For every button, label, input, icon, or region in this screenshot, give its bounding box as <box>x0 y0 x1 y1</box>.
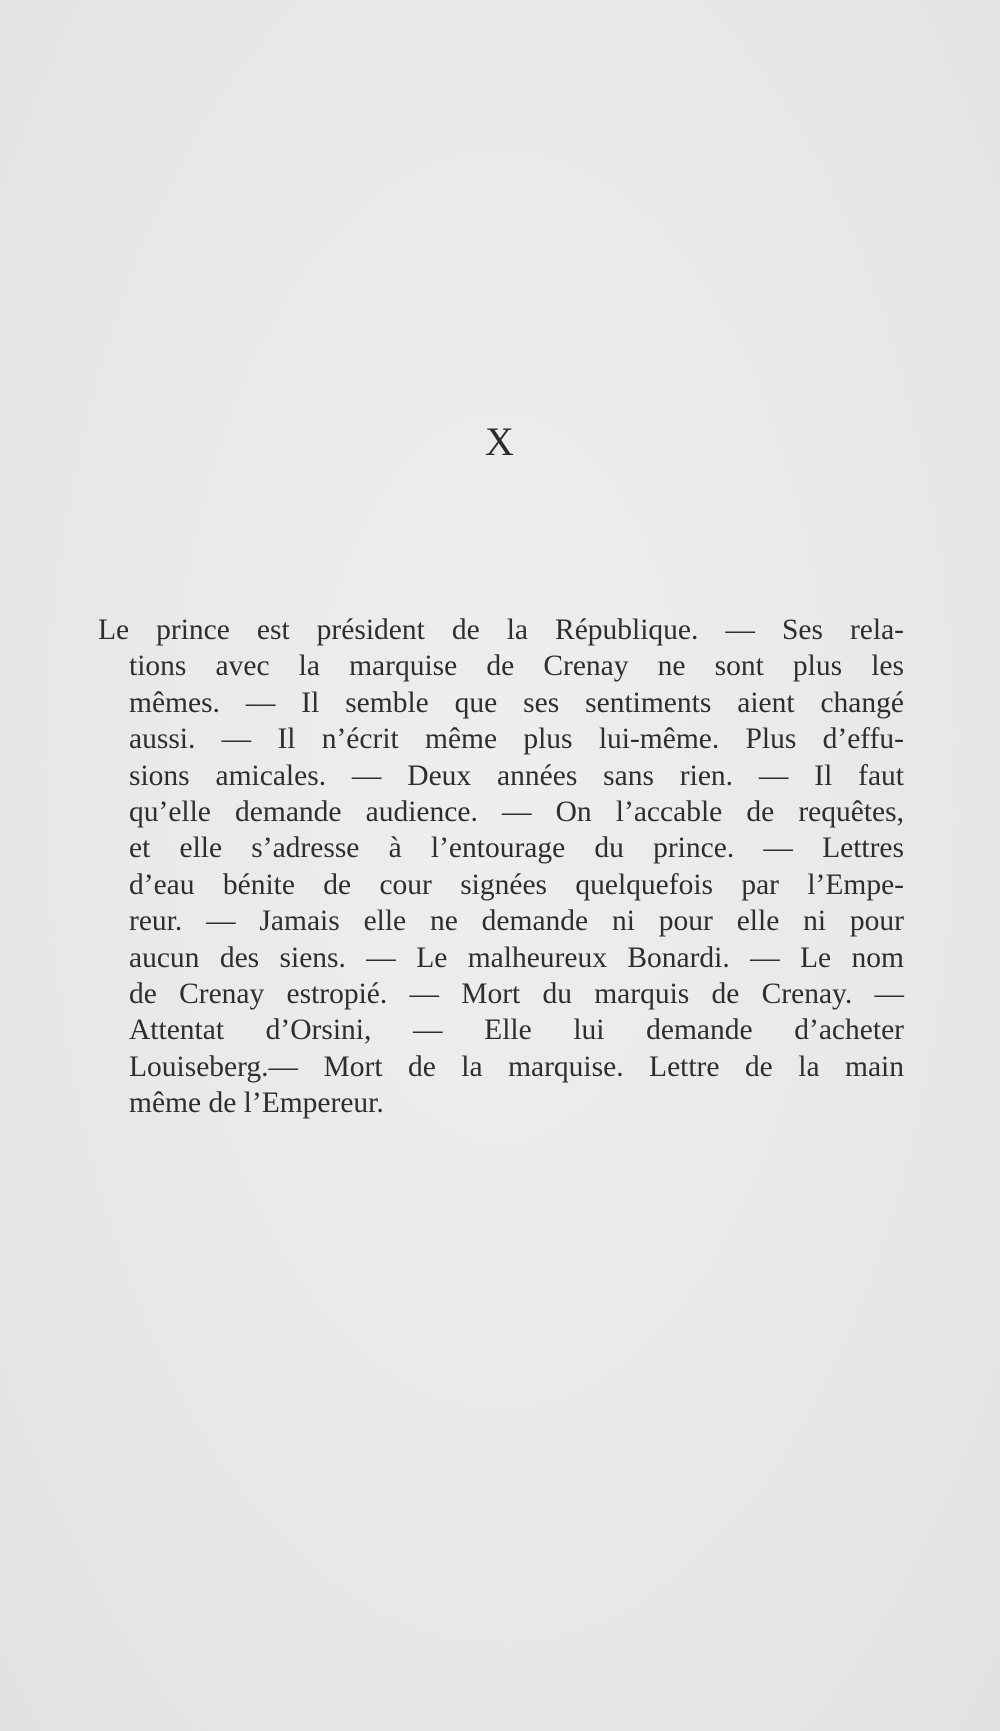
summary-line: Le prince est président de la République. — Ses rela- <box>98 614 904 646</box>
summary-line: aussi. — Il n’écrit même plus lui-même. Plus d’effu- <box>129 723 904 756</box>
chapter-summary <box>98 612 904 1122</box>
summary-line: sions amicales. — Deux années sans rien. — Il faut <box>129 759 904 792</box>
summary-line: qu’elle demande audience. — On l’accable de requêtes, <box>129 796 904 829</box>
summary-line: reur. — Jamais elle ne demande ni pour elle ni pour <box>129 905 904 938</box>
chapter-number: X <box>485 419 515 464</box>
summary-line: de Crenay estropié. — Mort du marquis de Crenay. — <box>129 978 904 1011</box>
summary-line: Louiseberg.— Mort de la marquise. Lettre de la main <box>129 1050 904 1083</box>
summary-line: aucun des siens. — Le malheureux Bonardi. — Le nom <box>129 941 904 974</box>
summary-line: et elle s’adresse à l’entourage du prince. — Lettres <box>129 832 904 865</box>
summary-line: mêmes. — Il semble que ses sentiments aient changé <box>129 686 904 719</box>
summary-line: même de l’Empereur. <box>129 1087 384 1120</box>
summary-line: d’eau bénite de cour signées quelquefois par l’Empe- <box>129 868 904 901</box>
summary-line: tions avec la marquise de Crenay ne sont plus les <box>129 650 904 683</box>
summary-line: Attentat d’Orsini, — Elle lui demande d’acheter <box>129 1014 904 1047</box>
